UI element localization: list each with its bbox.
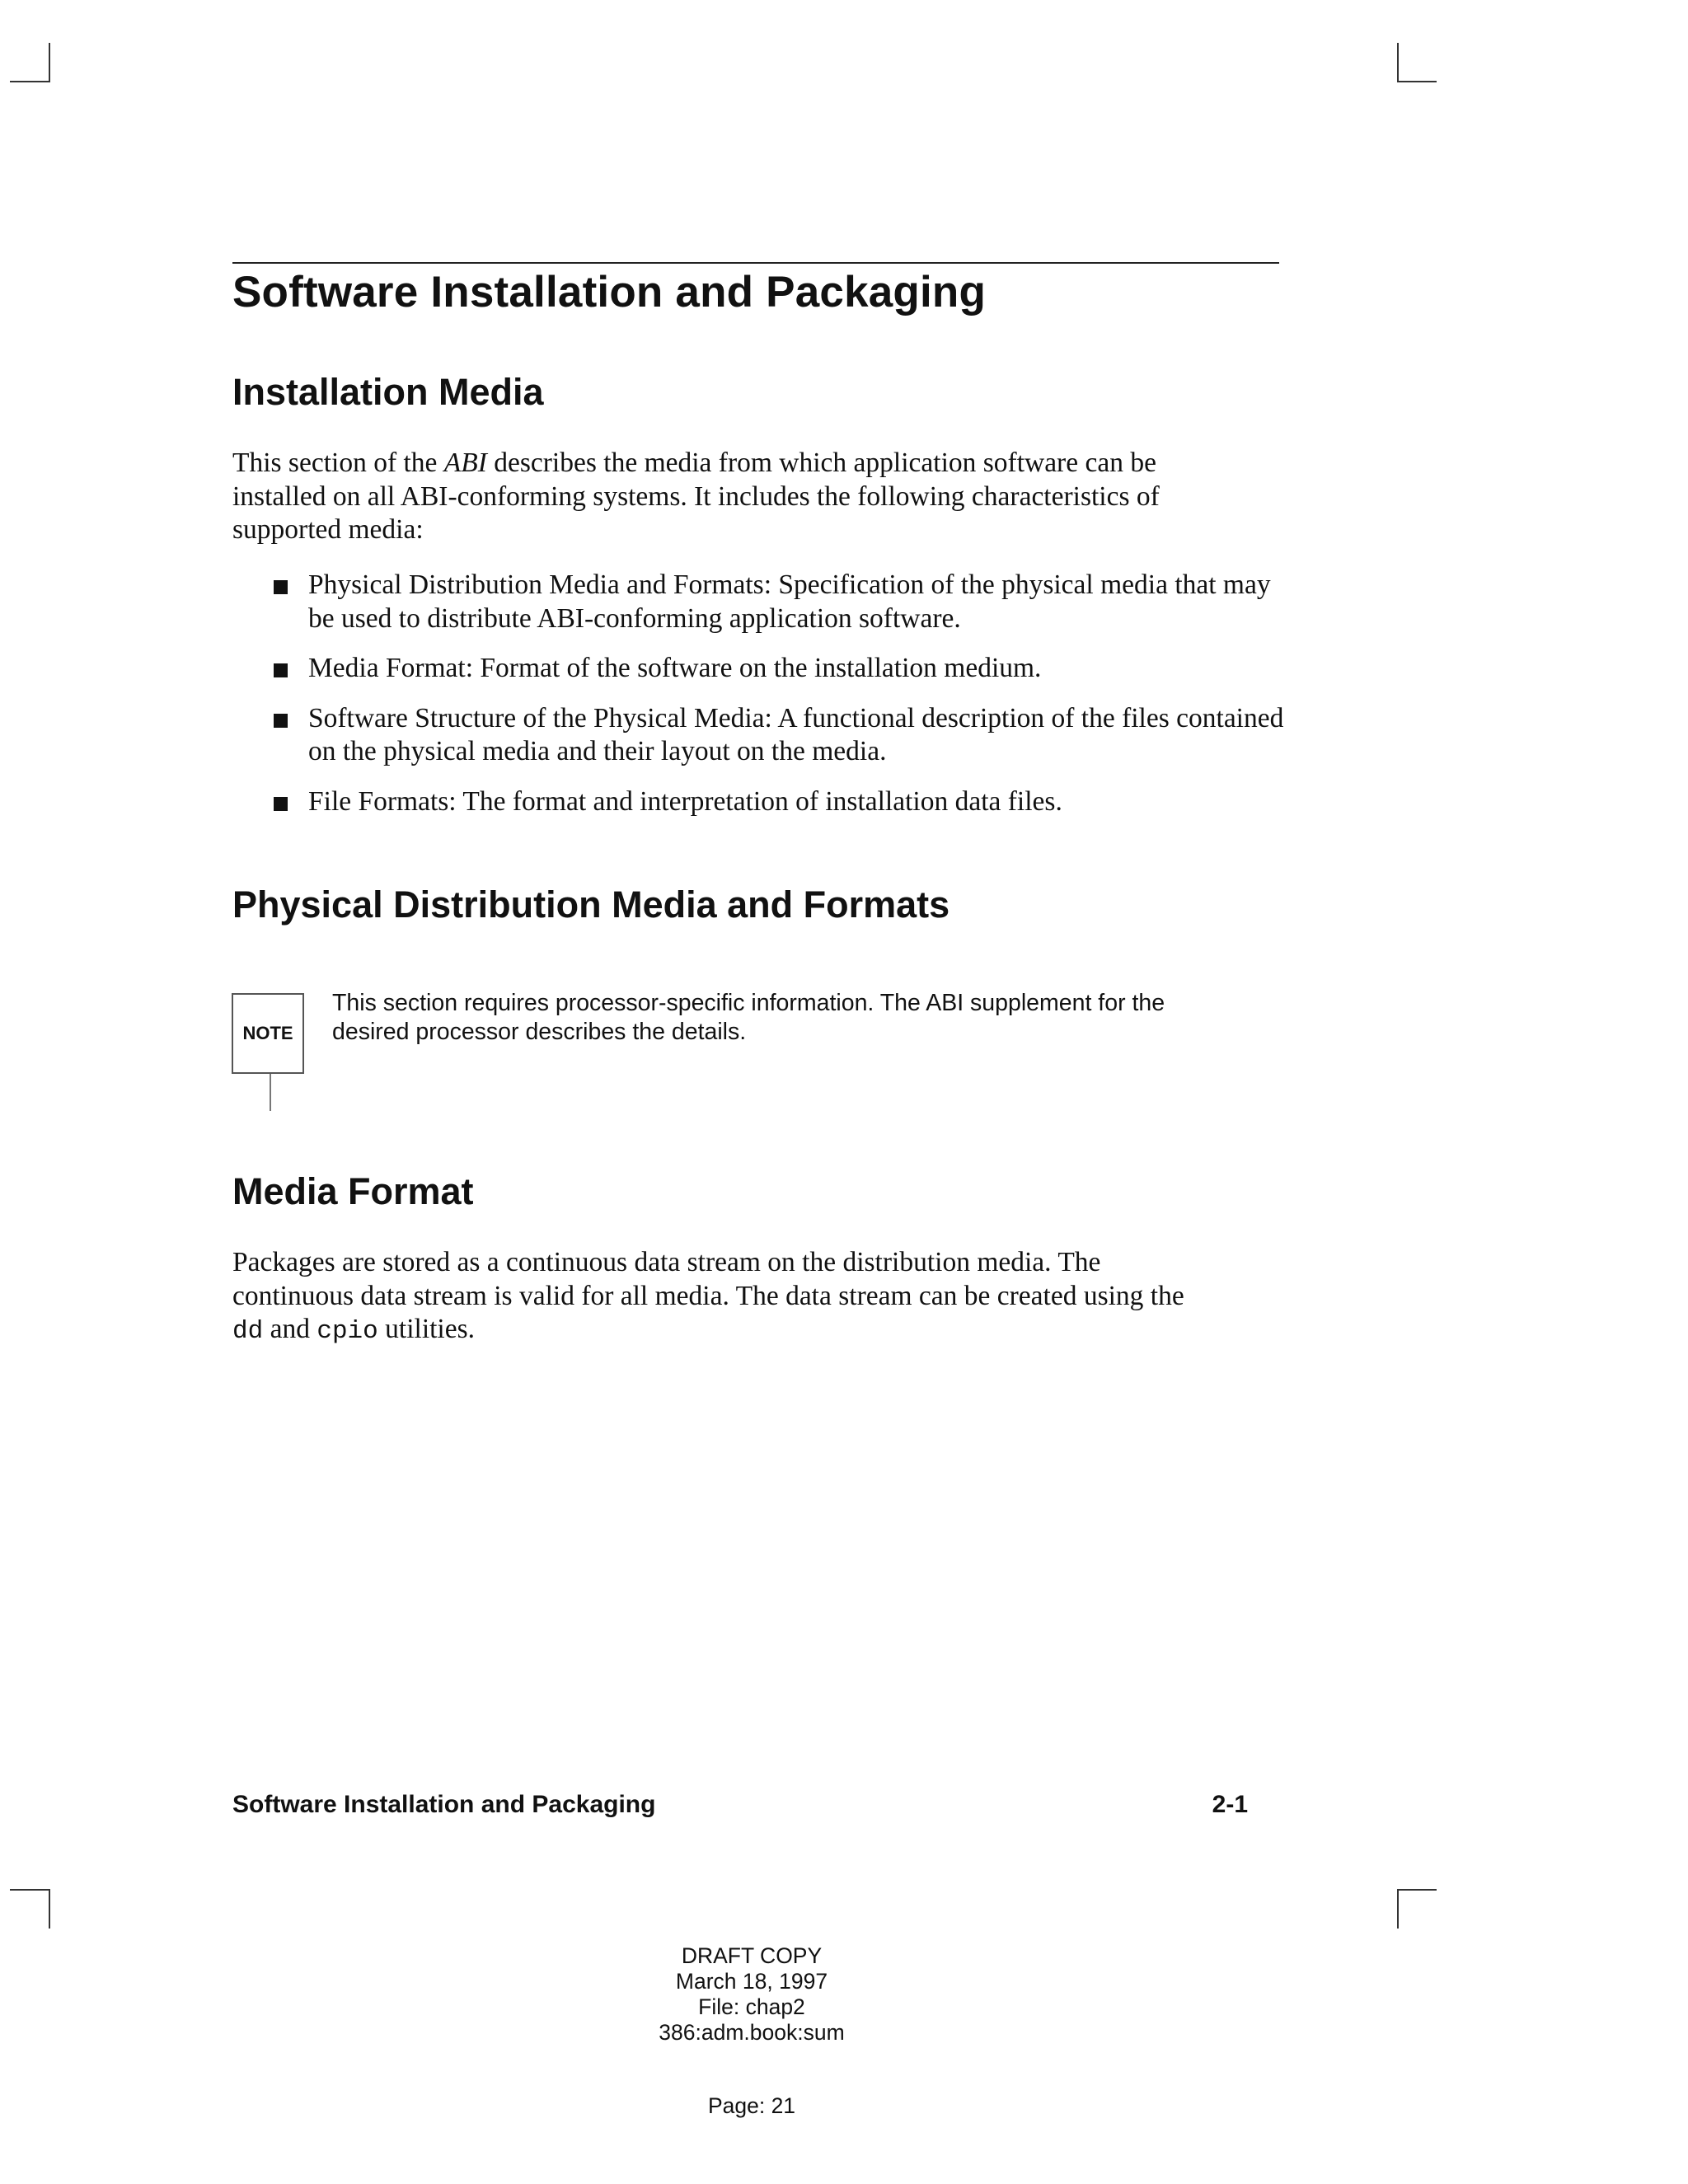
bullet-square-icon	[274, 663, 288, 677]
footer-page-ref: 2-1	[1212, 1791, 1248, 1818]
intro-text-end: describes the media from which application software can be installed on all ABI-conforming systems. It includes the following characteristics of supported media:	[232, 448, 1160, 545]
draft-page-number: Page: 21	[707, 2093, 796, 2118]
media-format-text: and	[263, 1314, 317, 1344]
list-item-text: Media Format: Format of the software on the installation medium.	[308, 653, 1042, 683]
draft-stamp	[587, 1943, 917, 2046]
page-title: Software Installation and Packaging	[232, 268, 987, 316]
media-format-paragraph	[232, 1246, 1221, 1349]
installation-media-intro	[232, 447, 1254, 547]
section-heading-installation-media: Installation Media	[232, 371, 544, 413]
draft-book: 386:adm.book:sum	[659, 2020, 845, 2045]
media-format-text: utilities.	[377, 1314, 476, 1344]
draft-file: File: chap2	[698, 1994, 805, 2019]
list-item	[272, 652, 1302, 686]
footer-chapter-title: Software Installation and Packaging	[232, 1791, 656, 1818]
list-item-text: File Formats: The format and interpretation of installation data files.	[308, 785, 1062, 817]
note-stem-line	[270, 1074, 271, 1111]
command-dd: dd	[232, 1317, 264, 1346]
draft-copy-label: DRAFT COPY	[681, 1943, 823, 1968]
bullet-square-icon	[274, 580, 288, 594]
bullet-square-icon	[274, 714, 288, 728]
list-item	[272, 785, 1302, 819]
section-heading-physical-distribution: Physical Distribution Media and Formats	[232, 883, 950, 926]
intro-text-start: This section of the	[232, 448, 444, 478]
title-rule	[232, 262, 1279, 264]
bullet-square-icon	[274, 797, 288, 811]
note-text: This section requires processor-specific information. The ABI supplement for the desired processor describes the details.	[332, 990, 1165, 1045]
list-item-text: Physical Distribution Media and Formats: Specification of the physical media that may be used to distribute ABI-conforming application software.	[308, 569, 1271, 634]
media-characteristics-list	[272, 569, 1302, 835]
note-label-box: NOTE	[232, 993, 304, 1074]
list-item-text: Software Structure of the Physical Media: A functional description of the files contained on the physical media and their layout on the media.	[308, 702, 1284, 766]
command-cpio: cpio	[316, 1317, 378, 1346]
media-format-text: Packages are stored as a continuous data stream on the distribution media. The continuous data stream is valid for all media. The data stream can be created using the	[232, 1247, 1184, 1311]
intro-abi-term: ABI	[443, 448, 487, 478]
list-item	[272, 569, 1302, 635]
list-item	[272, 702, 1302, 769]
section-heading-media-format: Media Format	[232, 1170, 474, 1212]
draft-date: March 18, 1997	[675, 1969, 828, 1994]
